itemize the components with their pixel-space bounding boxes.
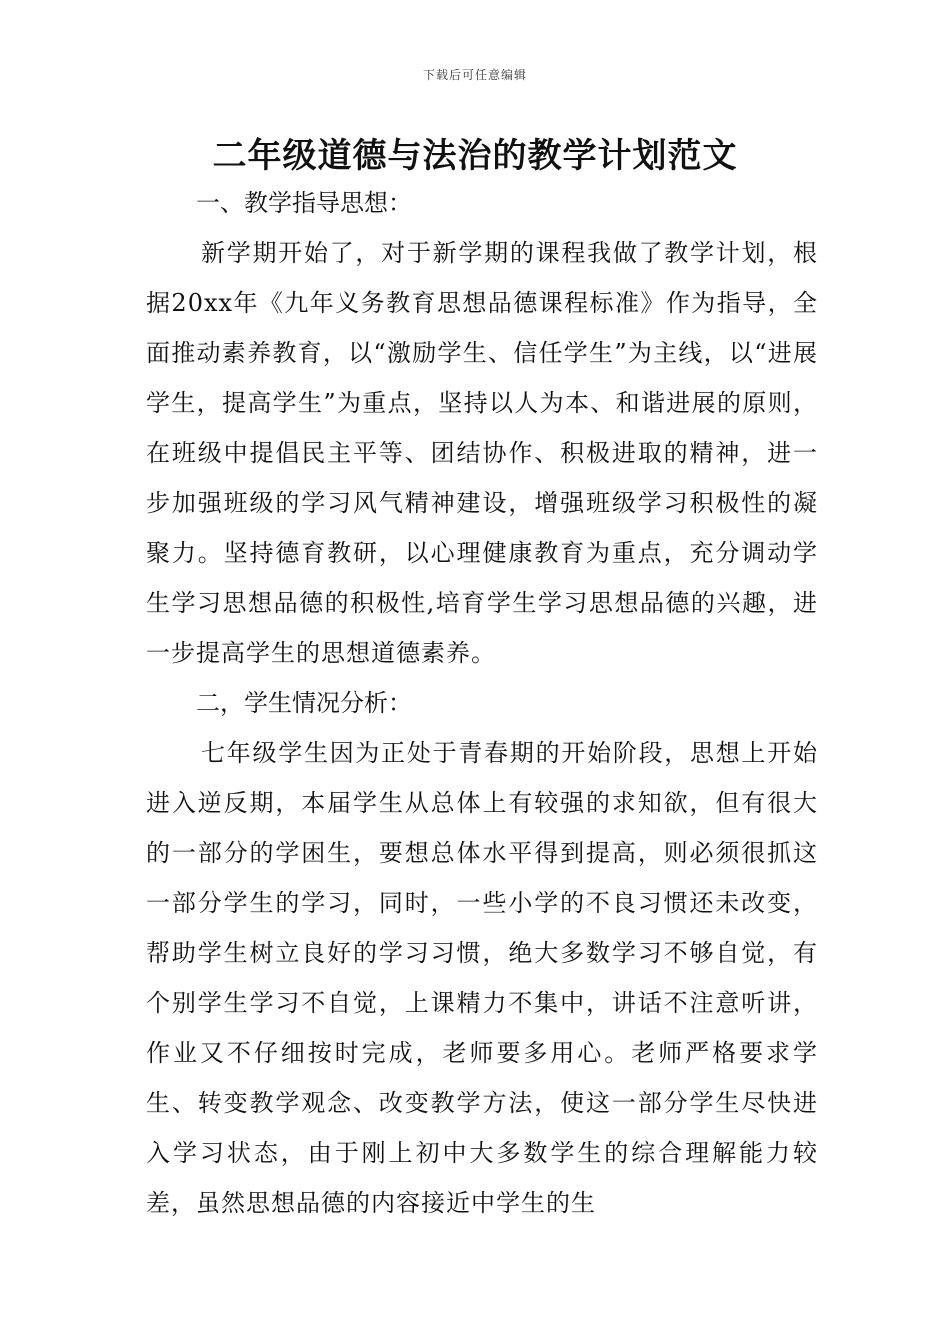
page-title: 二年级道德与法治的教学计划范文 [212,136,738,176]
section-paragraph-1: 新学期开始了，对于新学期的课程我做了教学计划，根据20xx年《九年义务教育思想品德课程标准》作为指导，全面推动素养教育，以“激励学生、信任学生”为主线，以“进展学生，提高学生”为重点，坚持以人为本、和谐进展的原则，在班级中提倡民主平等、团结协作、积极进取的精神，进一步加强班级的学习风气精神建设，增强班级学习积极性的凝聚力。坚持德育教研，以心理健康教育为重点，充分调动学生学习思想品德的积极性,培育学生学习思想品德的兴趣，进一步提高学生的思想道德素养。 [146,239,818,667]
section-paragraph-2: 七年级学生因为正处于青春期的开始阶段，思想上开始进入逆反期，本届学生从总体上有较强的求知欲，但有很大的一部分的学困生，要想总体水平得到提高，则必须很抓这一部分学生的学习，同时，一些小学的不良习惯还未改变，帮助学生树立良好的学习习惯，绝大多数学习不够自觉，有个别学生学习不自觉，上课精力不集中，讲话不注意听讲，作业又不仔细按时完成，老师要多用心。老师严格要求学生、转变教学观念、改变教学方法，使这一部分学生尽快进入学习状态，由于刚上初中大多数学生的综合理解能力较差，虽然思想品德的内容接近中学生的生 [146,739,818,1217]
section-heading-2: 二，学生情况分析： [196,689,412,717]
document-body [146,178,818,1228]
header-note: 下载后可任意编辑 [422,68,527,82]
section-heading-1: 一、教学指导思想： [196,189,412,217]
